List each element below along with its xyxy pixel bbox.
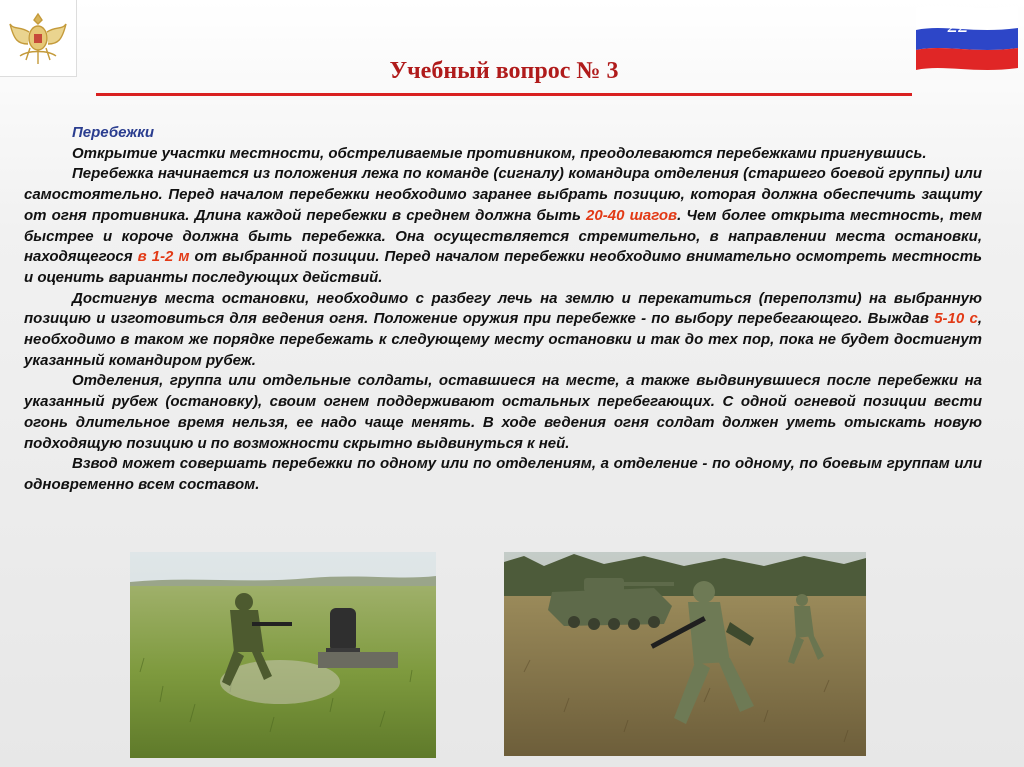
subheading: Перебежки: [72, 124, 155, 141]
paragraph-3-text-b: , необходимо в таком же порядке перебежать к следующему месту остановки и так до тех пор, пока не будет достигнут указанный командиром рубеж.: [24, 310, 982, 369]
highlight-distance: в 1-2 м: [137, 248, 190, 266]
paragraph-3: [24, 289, 982, 372]
coat-of-arms-icon: [0, 0, 77, 77]
paragraph-2-text-a: Перебежка начинается из положения лежа по команде (сигналу) командира отделения (старшего боевой группы) или самостоятельно. Перед началом перебежки необходимо заранее выбрать позицию, которая должна обеспечить защиту от огня противника. Длина каждой перебежки в среднем должна быть: [24, 165, 982, 224]
paragraph-2: [24, 164, 982, 288]
slide-title: Учебный вопрос № 3: [389, 58, 619, 84]
highlight-steps: 20-40 шагов: [586, 206, 678, 224]
paragraph-4: Отделения, группа или отдельные солдаты, оставшиеся на месте, а также выдвинувшиеся после перебежки на указанный рубеж (остановку), своим огнем поддерживают остальных перебегающих. С одной огневой позиции вести огонь длительное время нельзя, ее надо чаще менять. В ходе ведения огня солдат должен уметь отыскать новую подходящую позицию и по возможности скрытно выдвинуться к ней.: [24, 372, 982, 452]
paragraph-3-text-a: Достигнув места остановки, необходимо с разбегу лечь на землю и перекатиться (переползти) на выбранную позицию и изготовиться для ведения огня. Положение оружия при перебежке - по выбору перебегающего. Выждав: [24, 289, 982, 328]
body-text: [24, 123, 982, 496]
paragraph-1: Открытие участки местности, обстреливаемые противником, преодолеваются перебежками пригнувшись.: [72, 144, 927, 162]
paragraph-2-text-b: . Чем более открыта местность, тем быстрее и короче должна быть перебежка. Она осуществляется стремительно, в направлении места остановки, находящегося: [24, 206, 982, 266]
highlight-seconds: 5-10 с: [934, 310, 978, 328]
title-underline: [96, 93, 912, 96]
paragraph-2-text-c: от выбранной позиции. Перед началом перебежки необходимо внимательно осмотреть местность и оценить варианты последующих действий.: [24, 248, 983, 286]
slide-number: 22: [947, 13, 969, 37]
photo-soldier-field: [130, 552, 436, 758]
paragraph-5: Взвод может совершать перебежки по одному или по отделениям, а отделение - по одному, по боевым группам или одновременно всем составом.: [24, 455, 982, 493]
photo-soldiers-vehicle: [504, 552, 866, 756]
